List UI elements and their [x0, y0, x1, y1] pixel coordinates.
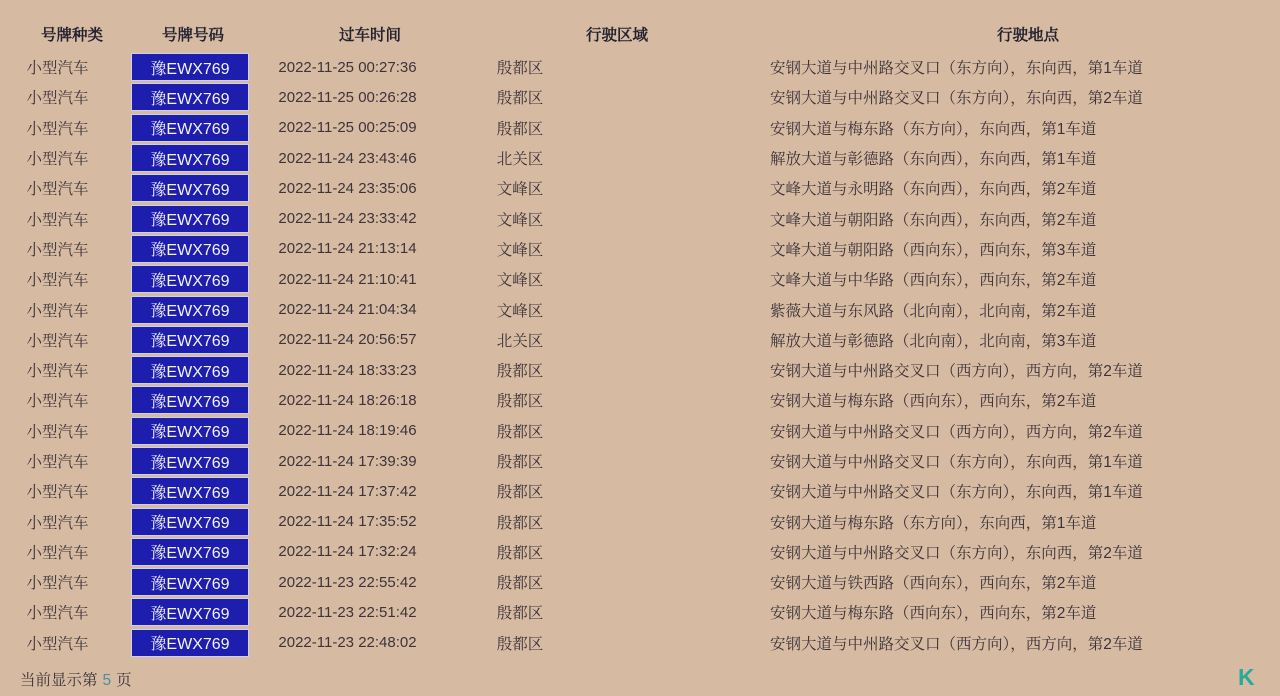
license-plate-badge: 豫EWX769 — [131, 508, 249, 536]
plate-type-cell: 小型汽车 — [26, 393, 89, 411]
region-cell: 文峰区 — [496, 181, 544, 199]
table-row — [0, 52, 1280, 82]
location-cell: 安钢大道与梅东路（西向东），西向东，第2车道 — [770, 393, 1097, 411]
column-header-pass-time: 过车时间 — [338, 27, 402, 44]
plate-number-cell — [115, 356, 265, 384]
location-cell: 安钢大道与中州路交叉口（西方向），西方向，第2车道 — [770, 363, 1143, 381]
plate-number-cell — [115, 53, 265, 81]
table-row — [0, 203, 1280, 233]
pass-time-cell: 2022-11-24 23:43:46 — [278, 149, 417, 167]
license-plate-badge: 豫EWX769 — [131, 296, 249, 324]
table-row — [0, 446, 1280, 476]
table-row — [0, 628, 1280, 658]
table-row — [0, 476, 1280, 506]
plate-number-cell — [115, 417, 265, 445]
plate-number-cell — [115, 83, 265, 111]
plate-type-cell: 小型汽车 — [26, 90, 89, 108]
location-cell: 安钢大道与中州路交叉口（东方向），东向西，第2车道 — [770, 90, 1143, 108]
plate-number-cell — [115, 296, 265, 324]
plate-type-cell: 小型汽车 — [26, 332, 89, 350]
table-row — [0, 325, 1280, 355]
table-header — [0, 0, 1280, 48]
license-plate-badge: 豫EWX769 — [131, 174, 249, 202]
plate-type-cell: 小型汽车 — [26, 423, 89, 441]
region-cell: 北关区 — [496, 332, 544, 350]
table-row — [0, 567, 1280, 597]
region-cell: 文峰区 — [496, 302, 544, 320]
license-plate-badge: 豫EWX769 — [131, 144, 249, 172]
table-row — [0, 294, 1280, 324]
plate-number-cell — [115, 538, 265, 566]
plate-number-cell — [115, 598, 265, 626]
license-plate-badge: 豫EWX769 — [131, 356, 249, 384]
license-plate-badge: 豫EWX769 — [131, 386, 249, 414]
pass-time-cell: 2022-11-23 22:48:02 — [278, 634, 417, 652]
region-cell: 殷都区 — [496, 90, 544, 108]
location-cell: 安钢大道与中州路交叉口（东方向），东向西，第1车道 — [770, 454, 1143, 471]
table-row — [0, 82, 1280, 112]
region-cell: 殷都区 — [496, 393, 544, 411]
location-cell: 文峰大道与朝阳路（西向东），西向东，第3车道 — [770, 241, 1097, 259]
pagination-prefix: 当前显示第 — [20, 672, 98, 689]
column-header-plate-number: 号牌号码 — [161, 27, 225, 44]
location-cell: 紫薇大道与东风路（北向南），北向南，第2车道 — [770, 302, 1097, 320]
location-cell: 安钢大道与中州路交叉口（东方向），东向西，第1车道 — [770, 60, 1143, 78]
region-cell: 殷都区 — [496, 60, 544, 78]
plate-type-cell: 小型汽车 — [26, 120, 89, 138]
plate-type-cell: 小型汽车 — [26, 151, 89, 169]
plate-type-cell: 小型汽车 — [26, 544, 89, 562]
plate-type-cell: 小型汽车 — [26, 241, 89, 259]
pass-time-cell: 2022-11-24 21:13:14 — [278, 240, 417, 258]
location-cell: 安钢大道与中州路交叉口（东方向），东向西，第2车道 — [770, 544, 1143, 562]
table-row — [0, 506, 1280, 536]
region-cell: 殷都区 — [496, 484, 544, 502]
table-row — [0, 264, 1280, 294]
table-row — [0, 234, 1280, 264]
license-plate-badge: 豫EWX769 — [131, 568, 249, 596]
current-page-number: 5 — [102, 672, 112, 689]
plate-number-cell — [115, 114, 265, 142]
region-cell: 殷都区 — [496, 575, 544, 593]
region-cell: 殷都区 — [496, 544, 544, 562]
pass-time-cell: 2022-11-24 21:10:41 — [278, 270, 417, 288]
location-cell: 安钢大道与中州路交叉口（东方向），东向西，第1车道 — [770, 484, 1143, 502]
region-cell: 殷都区 — [496, 423, 544, 441]
plate-type-cell: 小型汽车 — [26, 211, 89, 229]
plate-number-cell — [115, 326, 265, 354]
plate-number-cell — [115, 568, 265, 596]
location-cell: 安钢大道与中州路交叉口（西方向），西方向，第2车道 — [770, 635, 1143, 653]
pass-time-cell: 2022-11-25 00:27:36 — [278, 58, 417, 76]
license-plate-badge: 豫EWX769 — [131, 629, 249, 657]
location-cell: 文峰大道与永明路（东向西），东向西，第2车道 — [770, 181, 1097, 199]
pass-time-cell: 2022-11-24 18:26:18 — [278, 391, 417, 409]
table-row — [0, 113, 1280, 143]
plate-number-cell — [115, 265, 265, 293]
table-row — [0, 173, 1280, 203]
pass-time-cell: 2022-11-24 20:56:57 — [278, 331, 417, 349]
pass-time-cell: 2022-11-24 18:33:23 — [278, 361, 417, 379]
pass-time-cell: 2022-11-24 17:39:39 — [278, 452, 417, 470]
plate-number-cell — [115, 386, 265, 414]
table-row — [0, 416, 1280, 446]
table-row — [0, 143, 1280, 173]
plate-number-cell — [115, 144, 265, 172]
region-cell: 殷都区 — [496, 454, 544, 471]
plate-type-cell: 小型汽车 — [26, 484, 89, 502]
plate-number-cell — [115, 235, 265, 263]
plate-type-cell: 小型汽车 — [26, 605, 89, 623]
pagination-status — [20, 668, 132, 690]
plate-number-cell — [115, 629, 265, 657]
table-body — [0, 52, 1280, 658]
plate-number-cell — [115, 447, 265, 475]
location-cell: 安钢大道与梅东路（东方向），东向西，第1车道 — [770, 120, 1097, 138]
license-plate-badge: 豫EWX769 — [131, 114, 249, 142]
license-plate-badge: 豫EWX769 — [131, 538, 249, 566]
plate-number-cell — [115, 508, 265, 536]
license-plate-badge: 豫EWX769 — [131, 53, 249, 81]
plate-type-cell: 小型汽车 — [26, 454, 89, 471]
pass-time-cell: 2022-11-24 23:35:06 — [278, 179, 417, 197]
plate-type-cell: 小型汽车 — [26, 514, 89, 532]
plate-number-cell — [115, 174, 265, 202]
license-plate-badge: 豫EWX769 — [131, 417, 249, 445]
location-cell: 文峰大道与朝阳路（东向西），东向西，第2车道 — [770, 211, 1097, 229]
pass-time-cell: 2022-11-24 17:37:42 — [278, 482, 417, 500]
pass-time-cell: 2022-11-25 00:26:28 — [278, 88, 417, 106]
pass-time-cell: 2022-11-23 22:51:42 — [278, 603, 417, 621]
plate-type-cell: 小型汽车 — [26, 60, 89, 78]
plate-type-cell: 小型汽车 — [26, 272, 89, 290]
pass-time-cell: 2022-11-23 22:55:42 — [278, 573, 417, 591]
plate-number-cell — [115, 205, 265, 233]
region-cell: 殷都区 — [496, 635, 544, 653]
column-header-plate-type: 号牌种类 — [40, 27, 104, 44]
pass-time-cell: 2022-11-25 00:25:09 — [278, 119, 417, 137]
region-cell: 北关区 — [496, 151, 544, 169]
license-plate-badge: 豫EWX769 — [131, 83, 249, 111]
k-watermark-logo: K — [1238, 664, 1255, 690]
region-cell: 殷都区 — [496, 605, 544, 623]
location-cell: 安钢大道与梅东路（西向东），西向东，第2车道 — [770, 605, 1097, 623]
pass-time-cell: 2022-11-24 21:04:34 — [278, 301, 417, 319]
table-row — [0, 537, 1280, 567]
pass-time-cell: 2022-11-24 17:32:24 — [278, 543, 417, 561]
plate-type-cell: 小型汽车 — [26, 363, 89, 381]
plate-type-cell: 小型汽车 — [26, 302, 89, 320]
region-cell: 文峰区 — [496, 272, 544, 290]
table-row — [0, 385, 1280, 415]
region-cell: 殷都区 — [496, 514, 544, 532]
region-cell: 文峰区 — [496, 211, 544, 229]
table-row — [0, 597, 1280, 627]
location-cell: 解放大道与彰德路（东向西），东向西，第1车道 — [770, 151, 1097, 169]
plate-type-cell: 小型汽车 — [26, 181, 89, 199]
location-cell: 安钢大道与梅东路（东方向），东向西，第1车道 — [770, 514, 1097, 532]
plate-type-cell: 小型汽车 — [26, 575, 89, 593]
location-cell: 安钢大道与铁西路（西向东），西向东，第2车道 — [770, 575, 1097, 593]
column-header-location: 行驶地点 — [996, 27, 1060, 44]
license-plate-badge: 豫EWX769 — [131, 447, 249, 475]
pagination-suffix: 页 — [116, 672, 132, 689]
license-plate-badge: 豫EWX769 — [131, 205, 249, 233]
license-plate-badge: 豫EWX769 — [131, 326, 249, 354]
column-header-region: 行驶区域 — [585, 27, 649, 44]
pass-time-cell: 2022-11-24 17:35:52 — [278, 513, 417, 531]
plate-type-cell: 小型汽车 — [26, 635, 89, 653]
region-cell: 文峰区 — [496, 241, 544, 259]
license-plate-badge: 豫EWX769 — [131, 265, 249, 293]
location-cell: 安钢大道与中州路交叉口（西方向），西方向，第2车道 — [770, 423, 1143, 441]
pass-time-cell: 2022-11-24 18:19:46 — [278, 422, 417, 440]
region-cell: 殷都区 — [496, 120, 544, 138]
license-plate-badge: 豫EWX769 — [131, 477, 249, 505]
pass-time-cell: 2022-11-24 23:33:42 — [278, 210, 417, 228]
location-cell: 解放大道与彰德路（北向南），北向南，第3车道 — [770, 332, 1097, 350]
plate-number-cell — [115, 477, 265, 505]
license-plate-badge: 豫EWX769 — [131, 235, 249, 263]
license-plate-badge: 豫EWX769 — [131, 598, 249, 626]
location-cell: 文峰大道与中华路（西向东），西向东，第2车道 — [770, 272, 1097, 290]
table-row — [0, 355, 1280, 385]
region-cell: 殷都区 — [496, 363, 544, 381]
